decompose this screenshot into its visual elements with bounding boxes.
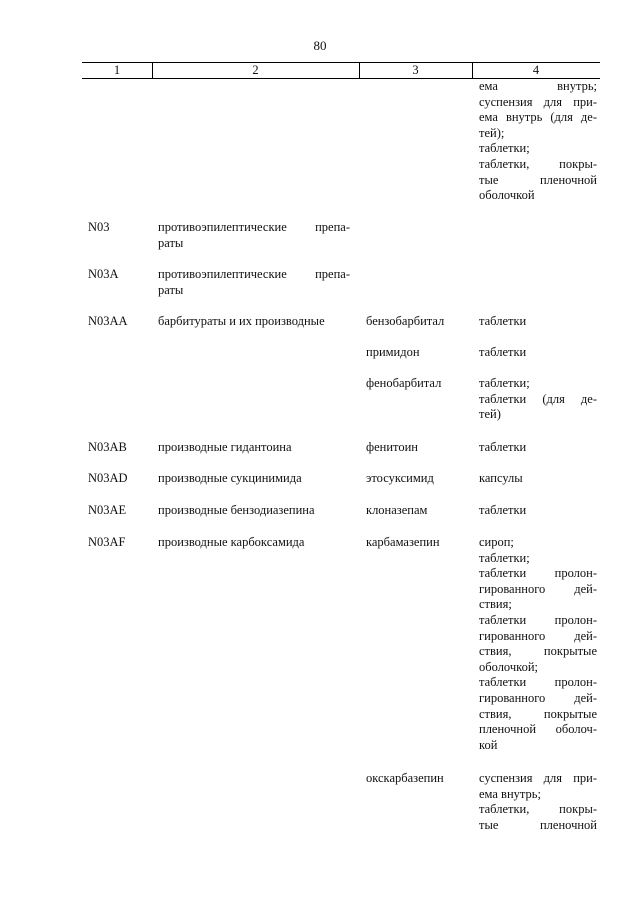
form-line: тей) [479,407,501,422]
form-line: капсулы [479,471,523,485]
form-line: таблетки, покры- [479,156,597,171]
atc-code: N03AA [88,314,128,328]
form-line: ема внутрь; [479,786,541,801]
atc-code: N03AD [88,471,128,485]
form-line: ствия; [479,597,512,612]
group-line: производные гидантоина [158,440,292,454]
dosage-form [479,771,597,833]
drug-name: фенитоин [366,440,418,454]
group-line: раты [158,235,184,250]
form-line: гированного дей- [479,690,597,705]
group-name [158,471,350,487]
atc-code: N03 [88,220,110,234]
form-line: таблетки; [479,141,530,156]
form-line: ствия, покрытые [479,706,597,721]
dosage-form [479,535,597,753]
form-line: гированного дей- [479,581,597,596]
form-line: таблетки; [479,376,530,390]
form-line: таблетки, покры- [479,802,597,817]
form-line: суспензия для при- [479,771,597,785]
dosage-form [479,376,597,423]
drug-name: бензобарбитал [366,314,445,328]
table-header [82,62,600,79]
group-name [158,440,350,456]
group-name [158,535,350,551]
form-line: гированного дей- [479,628,597,643]
form-line: таблетки (для де- [479,391,597,406]
drug-name: окскарбазепин [366,771,444,785]
form-line: таблетки пролон- [479,612,597,627]
group-line: барбитураты и их производные [158,314,325,328]
form-line: пленочной оболоч- [479,722,597,737]
form-line: таблетки [479,440,527,454]
dosage-form [479,440,597,456]
form-line: таблетки [479,503,527,517]
form-line: таблетки пролон- [479,566,597,581]
form-line: ствия, покрытые [479,644,597,659]
form-line: суспензия для при- [479,94,597,109]
form-line: ема внутрь (для де- [479,110,597,125]
atc-code: N03AE [88,503,127,517]
dosage-form [479,345,597,361]
form-line: тые пленочной [479,817,597,832]
column-header: 1 [113,63,121,77]
group-line: противоэпилептические препа- [158,220,350,234]
column-header: 4 [532,63,540,77]
group-name [158,503,350,519]
group-name [158,267,350,298]
drug-name: фенобарбитал [366,376,442,390]
group-line: противоэпилептические препа- [158,267,350,281]
form-line: ема внутрь; [479,79,597,93]
group-name [158,220,350,251]
dosage-form [479,503,597,519]
continued-form-cell [479,79,597,204]
group-line: производные бензодиазепина [158,503,315,517]
atc-code: N03AF [88,535,126,549]
form-line: сироп; [479,535,514,549]
dosage-form [479,471,597,487]
drug-name: карбамазепин [366,535,440,549]
group-line: производные сукцинимида [158,471,302,485]
dosage-form [479,314,597,330]
form-line: тые пленочной [479,172,597,187]
column-header: 3 [412,63,419,77]
group-line: производные карбоксамида [158,535,305,549]
form-line: таблетки пролон- [479,675,597,690]
form-line: таблетки; [479,550,530,565]
atc-code: N03AB [88,440,127,454]
drug-name: примидон [366,345,420,359]
column-header: 2 [252,63,259,77]
form-line: тей); [479,125,505,140]
form-line: кой [479,737,498,752]
drug-name: этосуксимид [366,471,434,485]
group-name [158,314,350,330]
atc-code: N03A [88,267,119,281]
form-line: оболочкой; [479,659,538,674]
drug-name: клоназепам [366,503,428,517]
form-line: оболочкой [479,188,535,203]
form-line: таблетки [479,345,527,359]
form-line: таблетки [479,314,527,328]
page-number: 80 [313,38,327,53]
group-line: раты [158,282,184,297]
